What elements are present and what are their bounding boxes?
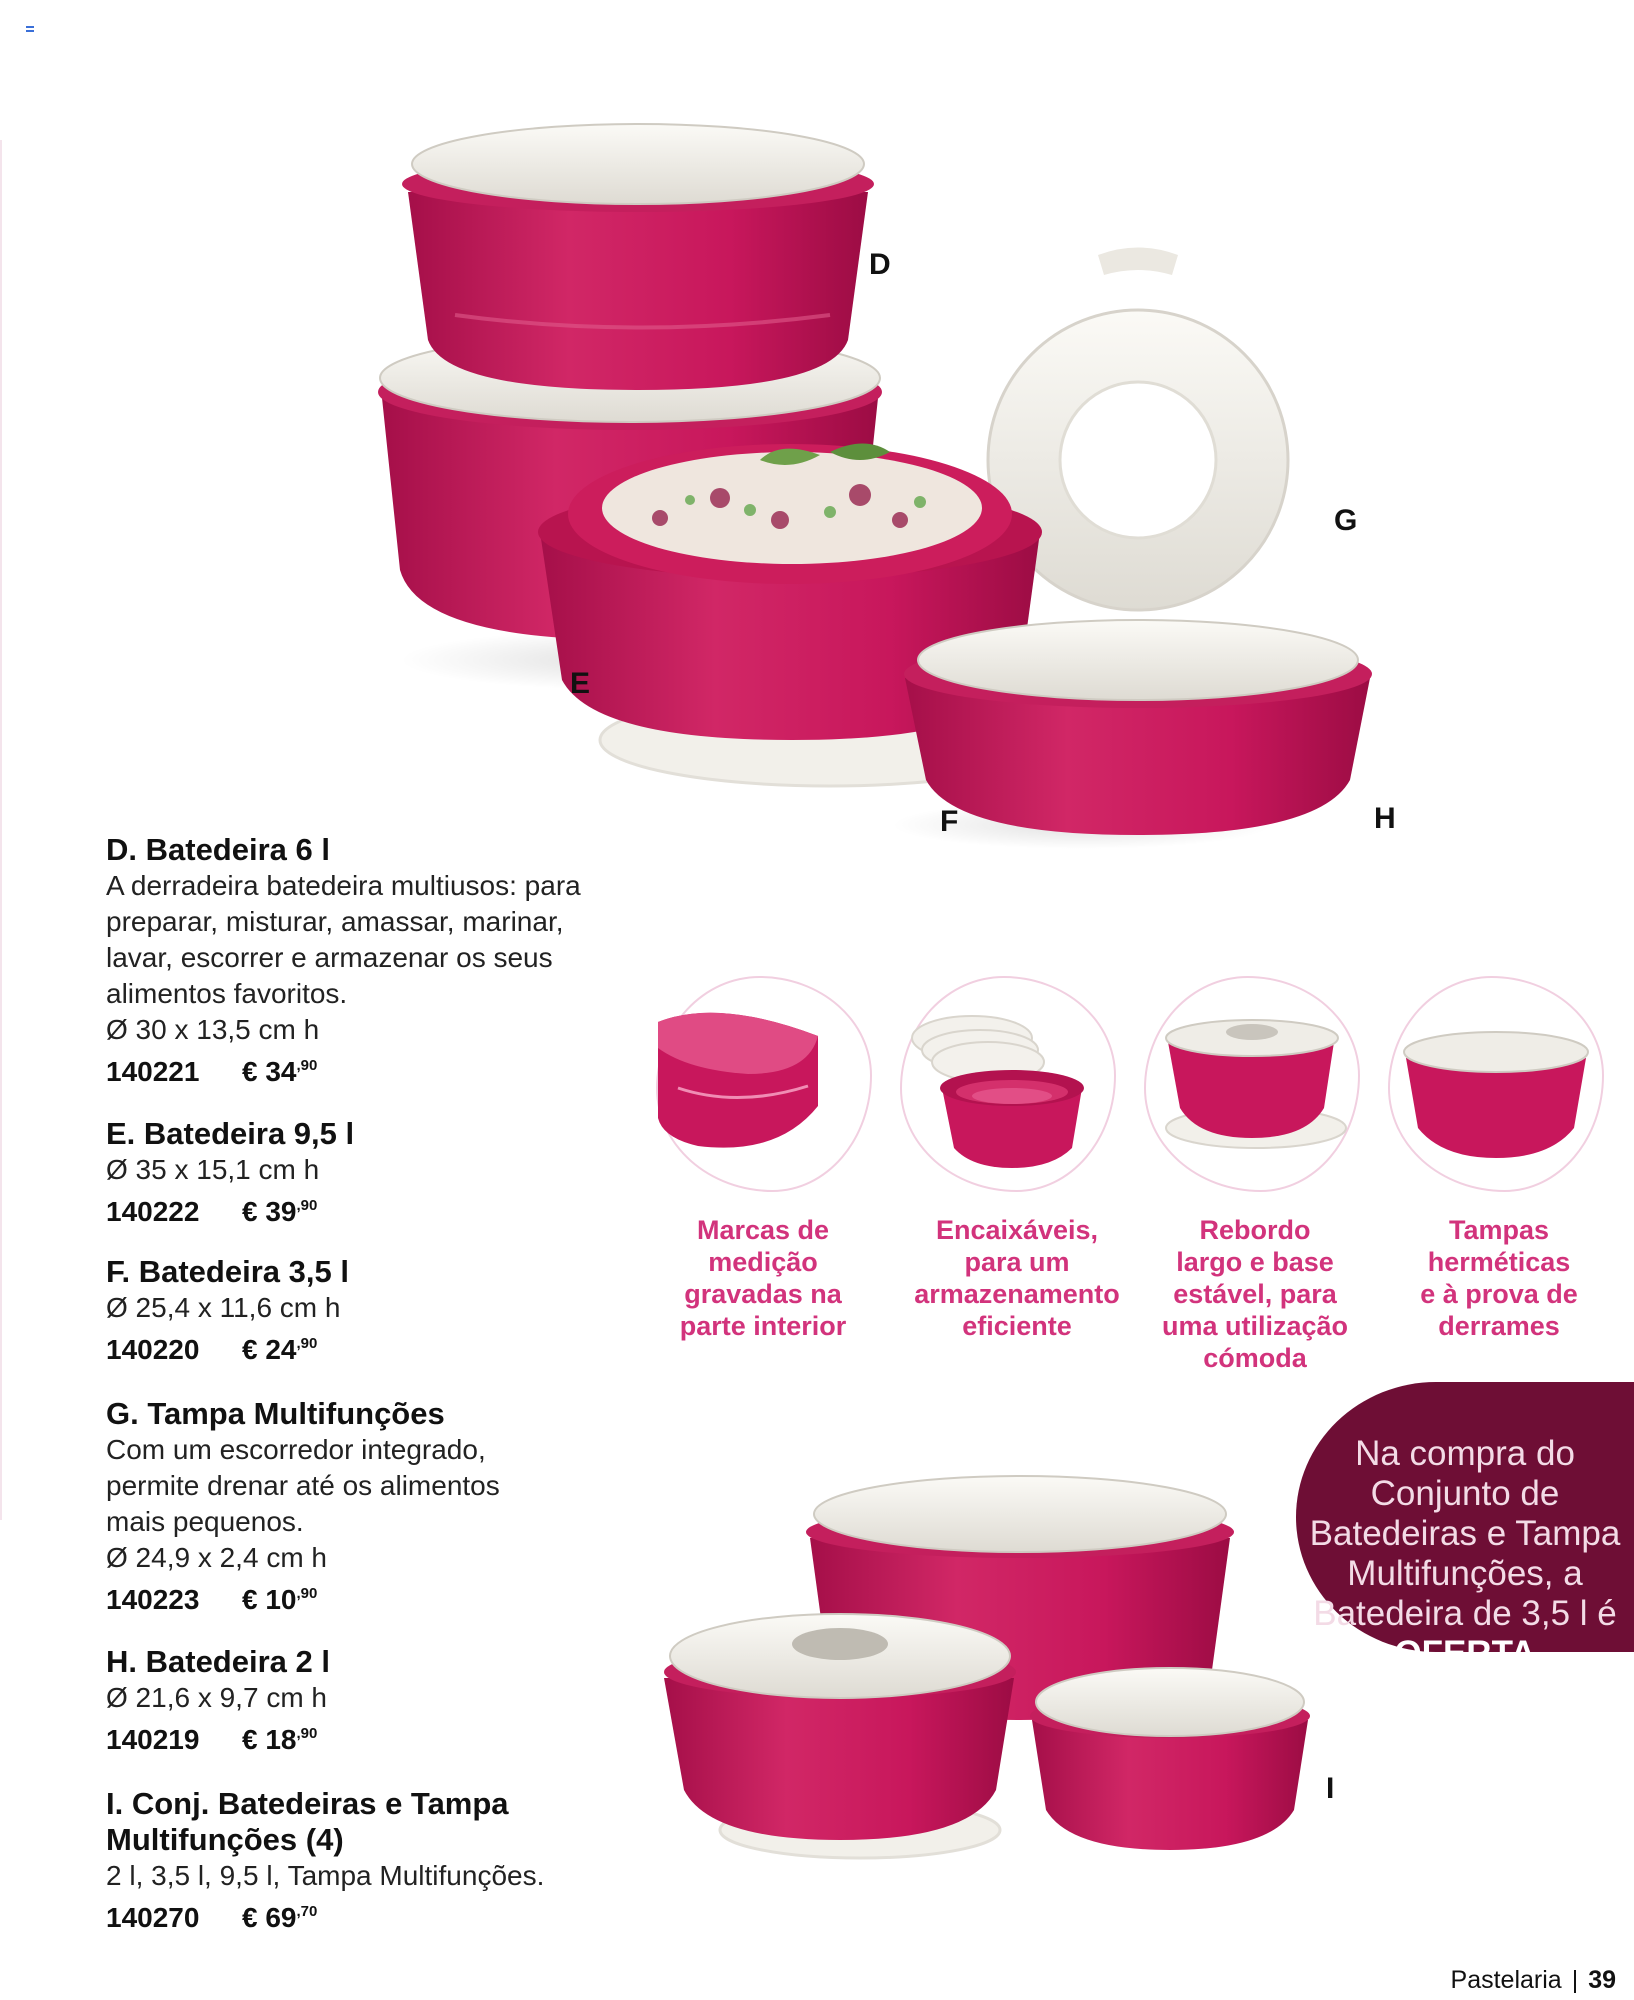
feature-line: uma utilização — [1161, 1311, 1349, 1341]
product-price: € 34 — [242, 1056, 297, 1087]
feature-line: Rebordo — [1199, 1215, 1311, 1245]
feature-line: Marcas de — [696, 1215, 830, 1245]
product-dimensions: 2 l, 3,5 l, 9,5 l, Tampa Multifunções. — [106, 1860, 545, 1891]
feature-3-image — [1144, 976, 1360, 1192]
feature-line: eficiente — [962, 1311, 1072, 1341]
product-dimensions: Ø 35 x 15,1 cm h — [106, 1154, 320, 1185]
label-f: F — [940, 805, 959, 838]
feature-line: para um — [964, 1247, 1070, 1277]
product-price-cents: ,90 — [296, 1197, 318, 1214]
label-h: H — [1374, 802, 1396, 835]
product-description-line: alimentos favoritos. — [106, 978, 348, 1009]
section-name: Pastelaria — [1450, 1966, 1562, 1994]
set-bowl-small — [1030, 1668, 1310, 1850]
offer-line: Batedeira de 3,5 l é — [1313, 1594, 1617, 1633]
feature-1-text — [638, 1214, 888, 1342]
product-dimensions: Ø 25,4 x 11,6 cm h — [106, 1292, 341, 1323]
product-price: € 24 — [242, 1334, 297, 1365]
product-title: G. Tampa Multifunções — [106, 1396, 445, 1431]
feature-line: armazenamento — [914, 1279, 1120, 1309]
feature-2-image — [900, 976, 1116, 1192]
set-bowl-medium — [664, 1614, 1016, 1858]
offer-line: Conjunto de — [1370, 1474, 1560, 1513]
product-price: € 69 — [242, 1902, 297, 1933]
label-g: G — [1334, 504, 1358, 537]
feature-line: e à prova de — [1420, 1279, 1578, 1309]
set-products-illustration — [650, 1470, 1350, 1870]
product-code: 140221 — [106, 1056, 200, 1087]
product-price-line — [106, 1326, 666, 1368]
product-title: F. Batedeira 3,5 l — [106, 1254, 349, 1289]
page-number: 39 — [1588, 1966, 1616, 1994]
sealed-bowl-icon — [1390, 978, 1602, 1190]
product-title: D. Batedeira 6 l — [106, 832, 330, 867]
product-description-line: lavar, escorrer e armazenar os seus — [106, 942, 553, 973]
product-price-line — [106, 1188, 666, 1230]
product-price: € 18 — [242, 1724, 297, 1755]
offer-highlight: OFERTA — [1394, 1634, 1536, 1673]
page-footer — [1451, 1966, 1616, 1995]
bowl-on-base-icon — [1146, 978, 1358, 1190]
product-title: E. Batedeira 9,5 l — [106, 1116, 355, 1151]
product-price-line — [106, 1894, 666, 1936]
feature-2-text — [892, 1214, 1142, 1342]
product-description-line: preparar, misturar, amassar, marinar, — [106, 906, 564, 937]
feature-line: derrames — [1438, 1311, 1560, 1341]
feature-line: Tampas — [1448, 1215, 1550, 1245]
feature-line: cómoda — [1203, 1343, 1307, 1373]
footer-separator: | — [1571, 1966, 1579, 1994]
offer-line: Batedeiras e Tampa — [1309, 1514, 1621, 1553]
feature-4-image — [1388, 976, 1604, 1192]
product-dimensions: Ø 21,6 x 9,7 cm h — [106, 1682, 327, 1713]
product-price-line — [106, 1576, 666, 1618]
feature-3-text — [1130, 1214, 1380, 1374]
product-code: 140223 — [106, 1584, 200, 1615]
feature-line: Encaixáveis, — [935, 1215, 1099, 1245]
product-code: 140219 — [106, 1724, 200, 1755]
label-d: D — [869, 248, 891, 281]
product-f — [106, 1254, 666, 1368]
bowl-d — [402, 124, 874, 390]
feature-line: largo e base — [1176, 1247, 1334, 1277]
product-title: I. Conj. Batedeiras e Tampa — [106, 1786, 509, 1821]
product-price-line — [106, 1716, 666, 1758]
product-h — [106, 1644, 666, 1758]
tilted-bowl-icon — [658, 978, 870, 1190]
product-price-cents: ,90 — [296, 1585, 318, 1602]
product-g — [106, 1396, 666, 1618]
product-title: H. Batedeira 2 l — [106, 1644, 330, 1679]
feature-1-image — [656, 976, 872, 1192]
product-dimensions: Ø 24,9 x 2,4 cm h — [106, 1542, 327, 1573]
product-dimensions: Ø 30 x 13,5 cm h — [106, 1014, 320, 1045]
product-price-cents: ,90 — [296, 1057, 318, 1074]
hero-products-illustration — [360, 100, 1420, 870]
feature-line: parte interior — [679, 1311, 847, 1341]
feature-line: medição — [708, 1247, 818, 1277]
offer-line: Na compra do — [1355, 1434, 1575, 1473]
product-description-line: mais pequenos. — [106, 1506, 304, 1537]
product-description-line: A derradeira batedeira multiusos: para — [106, 870, 581, 901]
product-price: € 39 — [242, 1196, 297, 1227]
product-description-line: permite drenar até os alimentos — [106, 1470, 500, 1501]
product-title: Multifunções (4) — [106, 1822, 344, 1857]
label-e: E — [570, 667, 591, 700]
label-i: I — [1326, 1772, 1335, 1805]
product-i — [106, 1786, 666, 1936]
product-description-line: Com um escorredor integrado, — [106, 1434, 486, 1465]
product-code: 140270 — [106, 1902, 200, 1933]
product-code: 140220 — [106, 1334, 200, 1365]
product-d — [106, 832, 666, 1090]
feature-line: estável, para — [1173, 1279, 1337, 1309]
offer-line: Multifunções, a — [1347, 1554, 1583, 1593]
product-price: € 10 — [242, 1584, 297, 1615]
side-rule — [0, 140, 2, 1520]
product-e — [106, 1116, 666, 1230]
bowl-h — [892, 620, 1372, 849]
product-price-cents: ,70 — [296, 1903, 318, 1920]
product-price-cents: ,90 — [296, 1335, 318, 1352]
product-price-line — [106, 1048, 666, 1090]
feature-line: gravadas na — [684, 1279, 842, 1309]
nested-bowls-icon — [902, 978, 1114, 1190]
feature-4-text — [1374, 1214, 1624, 1342]
product-price-cents: ,90 — [296, 1725, 318, 1742]
corner-mark — [26, 26, 34, 34]
product-code: 140222 — [106, 1196, 200, 1227]
feature-line: herméticas — [1427, 1247, 1571, 1277]
